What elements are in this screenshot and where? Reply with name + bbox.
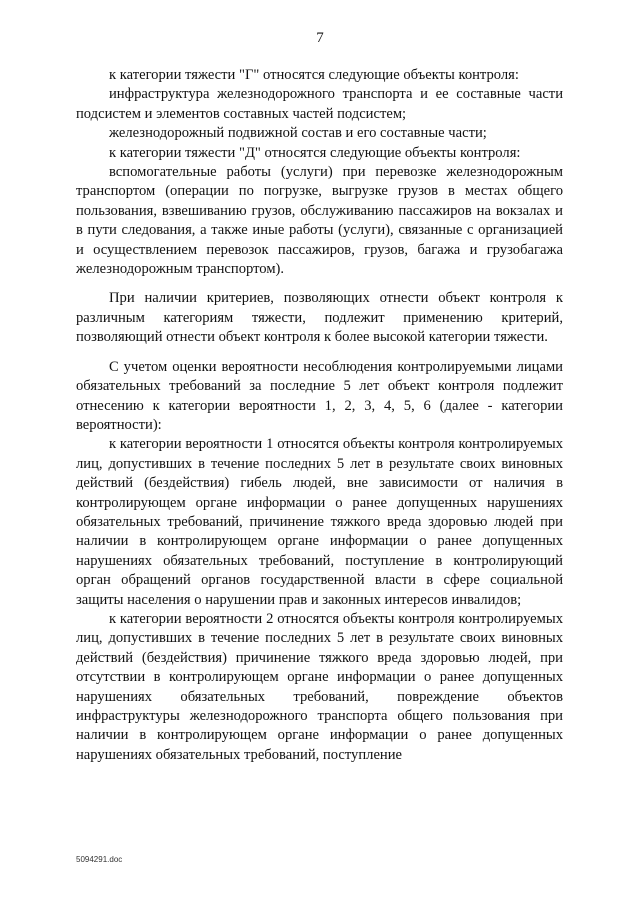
paragraph-railway-infrastructure: инфраструктура железнодорожного транспорта и ее составные части подсистем и элементов составных частей подсистем; [76,86,563,122]
paragraph-criteria-priority: При наличии критериев, позволяющих отнести объект контроля к различным категориям тяжести, подлежит применению критерий, позволяющий отнести объект контроля к более высокой категории тяжести. [76,290,563,346]
paragraph-auxiliary-works: вспомогательные работы (услуги) при перевозке железнодорожным транспортом (операции по погрузке, выгрузке грузов в местах общего пользования, взвешиванию грузов, обслуживанию пассажиров на вокзалах и в пути следования, а также иные работы (услуги), связанные с организацией и осуществлением перевозок пассажиров, грузов, багажа и грузобагажа железнодорожным транспортом). [76,164,563,278]
paragraph-probability-category-2: к категории вероятности 2 относятся объекты контроля контролируемых лиц, допустивших в течение последних 5 лет в результате своих виновных действий (бездействия) причинение тяжкого вреда здоровью людей, при отсутствии в контролирующем органе информации о ранее допущенных нарушениях обязательных требований, повреждение объектов инфраструктуры железнодорожного транспорта общего пользования при наличии в контролирующем органе информации о ранее допущенных нарушениях обязательных требований, поступление [76,610,563,763]
document-body [76,66,563,765]
paragraph-category-d-intro: к категории тяжести "Д" относятся следующие объекты контроля: [109,144,521,161]
page-number: 7 [316,30,324,46]
document-file-id: 5094291.doc [76,855,123,864]
paragraph-probability-category-1: к категории вероятности 1 относятся объекты контроля контролируемых лиц, допустивших в течение последних 5 лет в результате своих виновных действий (бездействия) гибель людей, вне зависимости от наличия в контролирующем органе информации о ранее допущенных нарушениях обязательных требований, причинение тяжкого вреда здоровью людей при наличии в контролирующем органе информации о ранее допущенных нарушениях обязательных требований, поступление в контролирующий орган обращений органов государственной власти в сфере социальной защиты населения о нарушении прав и законных интересов инвалидов; [76,436,563,608]
paragraph-rolling-stock: железнодорожный подвижной состав и его составные части; [109,125,487,142]
paragraph-probability-categories: С учетом оценки вероятности несоблюдения контролируемыми лицами обязательных требований за последние 5 лет объект контроля подлежит отнесению к категории вероятности 1, 2, 3, 4, 5, 6 (далее - категории вероятности): [76,358,563,433]
paragraph-category-g-intro: к категории тяжести "Г" относятся следующие объекты контроля: [109,67,519,83]
